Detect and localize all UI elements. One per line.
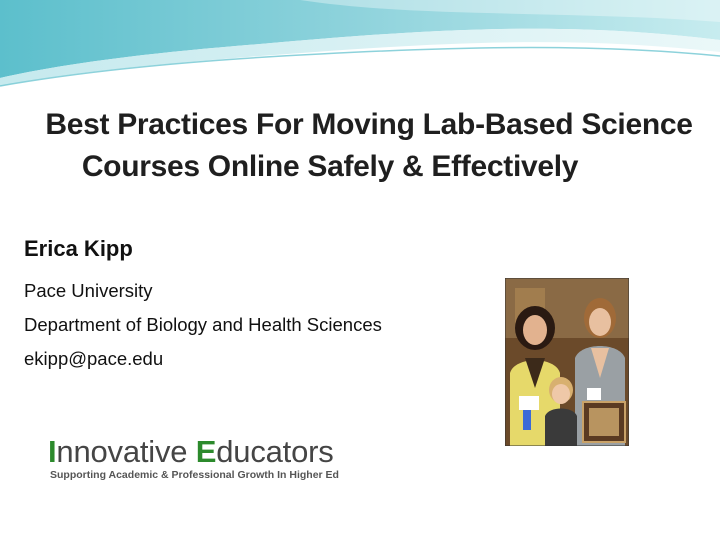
institution-text: Pace University <box>24 280 153 301</box>
logo-word-innovative: nnovative <box>56 434 196 469</box>
email-text: ekipp@pace.edu <box>24 348 164 369</box>
title-line-1: Best Practices For Moving Lab-Based Science <box>45 108 693 141</box>
header-wave-decoration <box>0 0 720 100</box>
slide-title <box>20 104 700 188</box>
logo-word-educators: ducators <box>216 434 334 469</box>
logo-initial-e: E <box>195 434 217 469</box>
presenter-photo <box>505 278 629 446</box>
innovative-educators-logo <box>48 434 368 484</box>
title-line-2: Courses Online Safely & Effectively <box>81 150 579 183</box>
logo-tagline: Supporting Academic & Professional Growth In Higher Ed <box>50 469 339 481</box>
department-text: Department of Biology and Health Sciences <box>24 314 382 335</box>
logo-initial-i: I <box>48 434 57 469</box>
author-name: Erica Kipp <box>24 236 133 261</box>
logo-wordmark <box>48 434 334 470</box>
